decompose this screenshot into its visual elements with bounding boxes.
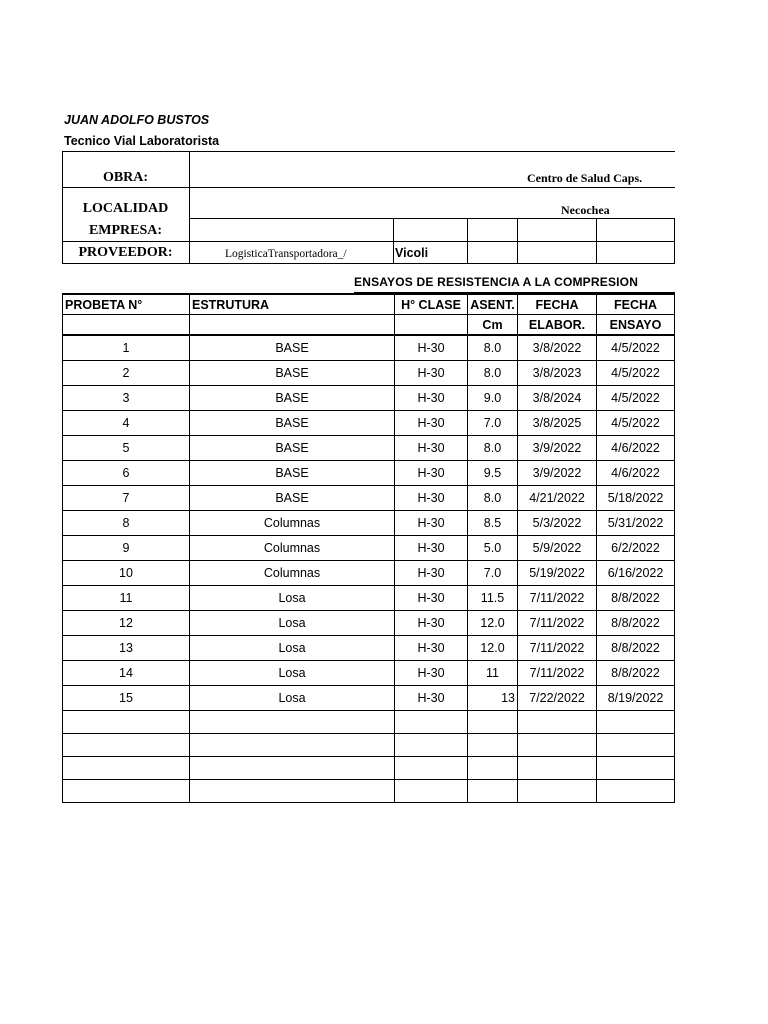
table-cell: 11 xyxy=(468,661,518,686)
table-cell: 12 xyxy=(63,611,190,636)
table-cell: 5/31/2022 xyxy=(597,511,675,536)
empty-row xyxy=(63,734,675,757)
empty-cell xyxy=(63,780,190,803)
empty-row xyxy=(63,780,675,803)
table-cell: 4 xyxy=(63,411,190,436)
table-cell: 8/8/2022 xyxy=(597,586,675,611)
table-cell: 3/9/2022 xyxy=(518,436,597,461)
table-row xyxy=(63,536,675,561)
table-cell: 13 xyxy=(63,636,190,661)
empty-cell xyxy=(63,734,190,757)
table-cell: Columnas xyxy=(190,561,395,586)
table-cell: H-30 xyxy=(395,461,468,486)
table-row xyxy=(63,361,675,386)
empty-cell xyxy=(190,711,395,734)
empty-cell xyxy=(518,734,597,757)
table-cell: 8/8/2022 xyxy=(597,636,675,661)
table-cell: H-30 xyxy=(395,335,468,361)
empty-cell xyxy=(597,757,675,780)
table-cell: H-30 xyxy=(395,436,468,461)
table-cell: 12.0 xyxy=(468,636,518,661)
table-cell: 4/5/2022 xyxy=(597,335,675,361)
table-cell: 7.0 xyxy=(468,561,518,586)
empty-cell xyxy=(468,734,518,757)
table-cell: H-30 xyxy=(395,686,468,711)
table-cell: 5 xyxy=(63,436,190,461)
table-cell: 7/11/2022 xyxy=(518,661,597,686)
table-cell: Losa xyxy=(190,686,395,711)
table-cell: 8.0 xyxy=(468,335,518,361)
table-cell: H-30 xyxy=(395,611,468,636)
empty-cell xyxy=(518,711,597,734)
table-cell: 14 xyxy=(63,661,190,686)
proveedor-label: PROVEEDOR: xyxy=(78,245,173,260)
table-cell: 1 xyxy=(63,335,190,361)
table-cell: BASE xyxy=(190,461,395,486)
author-role: Tecnico Vial Laboratorista xyxy=(64,134,220,148)
table-row xyxy=(63,561,675,586)
table-cell: Losa xyxy=(190,586,395,611)
table-cell: BASE xyxy=(190,361,395,386)
table-row xyxy=(63,386,675,411)
table-row xyxy=(63,335,675,361)
table-cell: 3/8/2024 xyxy=(518,386,597,411)
proveedor-value: LogisticaTransportadora_/ xyxy=(225,248,347,260)
table-cell: 7/11/2022 xyxy=(518,586,597,611)
table-cell: 3/8/2022 xyxy=(518,335,597,361)
empty-row xyxy=(63,757,675,780)
table-cell: 4/5/2022 xyxy=(597,411,675,436)
table-row xyxy=(63,486,675,511)
header-cell xyxy=(395,315,468,336)
info-block xyxy=(62,151,675,264)
table-cell: 3/8/2025 xyxy=(518,411,597,436)
table-cell: 5/9/2022 xyxy=(518,536,597,561)
author-name: JUAN ADOLFO BUSTOS xyxy=(64,113,210,127)
table-cell: 8.0 xyxy=(468,436,518,461)
table-cell: 3 xyxy=(63,386,190,411)
table-cell: H-30 xyxy=(395,511,468,536)
table-cell: 7/11/2022 xyxy=(518,611,597,636)
table-cell: 4/6/2022 xyxy=(597,461,675,486)
empty-cell xyxy=(190,757,395,780)
header-cell: ASENT. xyxy=(468,294,518,315)
table-cell: Columnas xyxy=(190,511,395,536)
table-cell: H-30 xyxy=(395,586,468,611)
table-cell: 5/19/2022 xyxy=(518,561,597,586)
localidad-label: LOCALIDAD xyxy=(82,201,169,216)
table-cell: BASE xyxy=(190,436,395,461)
empty-cell xyxy=(395,711,468,734)
table-cell: 4/5/2022 xyxy=(597,386,675,411)
table-cell: H-30 xyxy=(395,386,468,411)
empty-cell xyxy=(63,757,190,780)
table-cell: 3/9/2022 xyxy=(518,461,597,486)
empty-cell xyxy=(518,757,597,780)
proveedor-value-2: Vicoli xyxy=(395,246,429,260)
table-cell: 6/16/2022 xyxy=(597,561,675,586)
table-row xyxy=(63,586,675,611)
table-cell: 7.0 xyxy=(468,411,518,436)
header-cell xyxy=(63,315,190,336)
table-cell: 5.0 xyxy=(468,536,518,561)
table-row xyxy=(63,461,675,486)
table-cell: 8.0 xyxy=(468,361,518,386)
table-cell: 8/8/2022 xyxy=(597,661,675,686)
table-title: ENSAYOS DE RESISTENCIA A LA COMPRESION xyxy=(354,275,675,293)
table-cell: Losa xyxy=(190,636,395,661)
table-cell: Losa xyxy=(190,611,395,636)
empty-cell xyxy=(468,711,518,734)
table-cell: H-30 xyxy=(395,561,468,586)
empresa-label: EMPRESA: xyxy=(88,223,163,238)
obra-label: OBRA: xyxy=(102,170,149,185)
table-cell: BASE xyxy=(190,486,395,511)
table-cell: 9 xyxy=(63,536,190,561)
empty-cell xyxy=(63,711,190,734)
table-cell: H-30 xyxy=(395,636,468,661)
empty-cell xyxy=(468,757,518,780)
empty-cell xyxy=(597,734,675,757)
header-cell: FECHA xyxy=(518,294,597,315)
empty-cell xyxy=(395,734,468,757)
table-cell: 12.0 xyxy=(468,611,518,636)
header-row-2 xyxy=(63,315,675,336)
table-cell: 10 xyxy=(63,561,190,586)
empty-cell xyxy=(395,757,468,780)
table-row xyxy=(63,661,675,686)
table-cell: 4/21/2022 xyxy=(518,486,597,511)
table-row xyxy=(63,686,675,711)
table-cell: 7/22/2022 xyxy=(518,686,597,711)
table-cell: Columnas xyxy=(190,536,395,561)
table-cell: H-30 xyxy=(395,536,468,561)
obra-value: Centro de Salud Caps. xyxy=(527,171,643,185)
table-cell: 7/11/2022 xyxy=(518,636,597,661)
table-cell: 8/19/2022 xyxy=(597,686,675,711)
table-row xyxy=(63,511,675,536)
table-cell: H-30 xyxy=(395,486,468,511)
table-row xyxy=(63,636,675,661)
table-cell: 3/8/2023 xyxy=(518,361,597,386)
table-cell: 6 xyxy=(63,461,190,486)
table-cell: 8 xyxy=(63,511,190,536)
header-cell: H° CLASE xyxy=(395,294,468,315)
table-row xyxy=(63,611,675,636)
table-cell: BASE xyxy=(190,411,395,436)
table-cell: H-30 xyxy=(395,361,468,386)
empty-cell xyxy=(597,711,675,734)
table-cell: 11.5 xyxy=(468,586,518,611)
empty-cell xyxy=(468,780,518,803)
table-cell: 8.5 xyxy=(468,511,518,536)
header-cell: FECHA xyxy=(597,294,675,315)
empty-cell xyxy=(190,780,395,803)
header-cell: ESTRUTURA xyxy=(190,294,395,315)
header-cell: PROBETA N° xyxy=(63,294,190,315)
table-cell: 7 xyxy=(63,486,190,511)
table-cell: 8/8/2022 xyxy=(597,611,675,636)
header-cell: ELABOR. xyxy=(518,315,597,336)
table-cell: 6/2/2022 xyxy=(597,536,675,561)
table-cell: 5/18/2022 xyxy=(597,486,675,511)
table-cell: 8.0 xyxy=(468,486,518,511)
results-table xyxy=(62,293,675,803)
table-cell: 9.5 xyxy=(468,461,518,486)
table-cell: H-30 xyxy=(395,661,468,686)
header-cell: ENSAYO xyxy=(597,315,675,336)
header-row-1 xyxy=(63,294,675,315)
table-cell: H-30 xyxy=(395,411,468,436)
table-cell: 4/6/2022 xyxy=(597,436,675,461)
table-cell: 13 xyxy=(468,686,518,711)
empty-row xyxy=(63,711,675,734)
header-cell: Cm xyxy=(468,315,518,336)
table-cell: BASE xyxy=(190,335,395,361)
table-cell: 9.0 xyxy=(468,386,518,411)
table-cell: 5/3/2022 xyxy=(518,511,597,536)
table-cell: 2 xyxy=(63,361,190,386)
table-cell: Losa xyxy=(190,661,395,686)
table-cell: BASE xyxy=(190,386,395,411)
table-cell: 15 xyxy=(63,686,190,711)
localidad-value: Necochea xyxy=(561,203,610,217)
table-cell: 4/5/2022 xyxy=(597,361,675,386)
table-row xyxy=(63,411,675,436)
empty-cell xyxy=(395,780,468,803)
empty-cell xyxy=(597,780,675,803)
header-cell xyxy=(190,315,395,336)
empty-cell xyxy=(518,780,597,803)
empty-cell xyxy=(190,734,395,757)
table-row xyxy=(63,436,675,461)
table-cell: 11 xyxy=(63,586,190,611)
